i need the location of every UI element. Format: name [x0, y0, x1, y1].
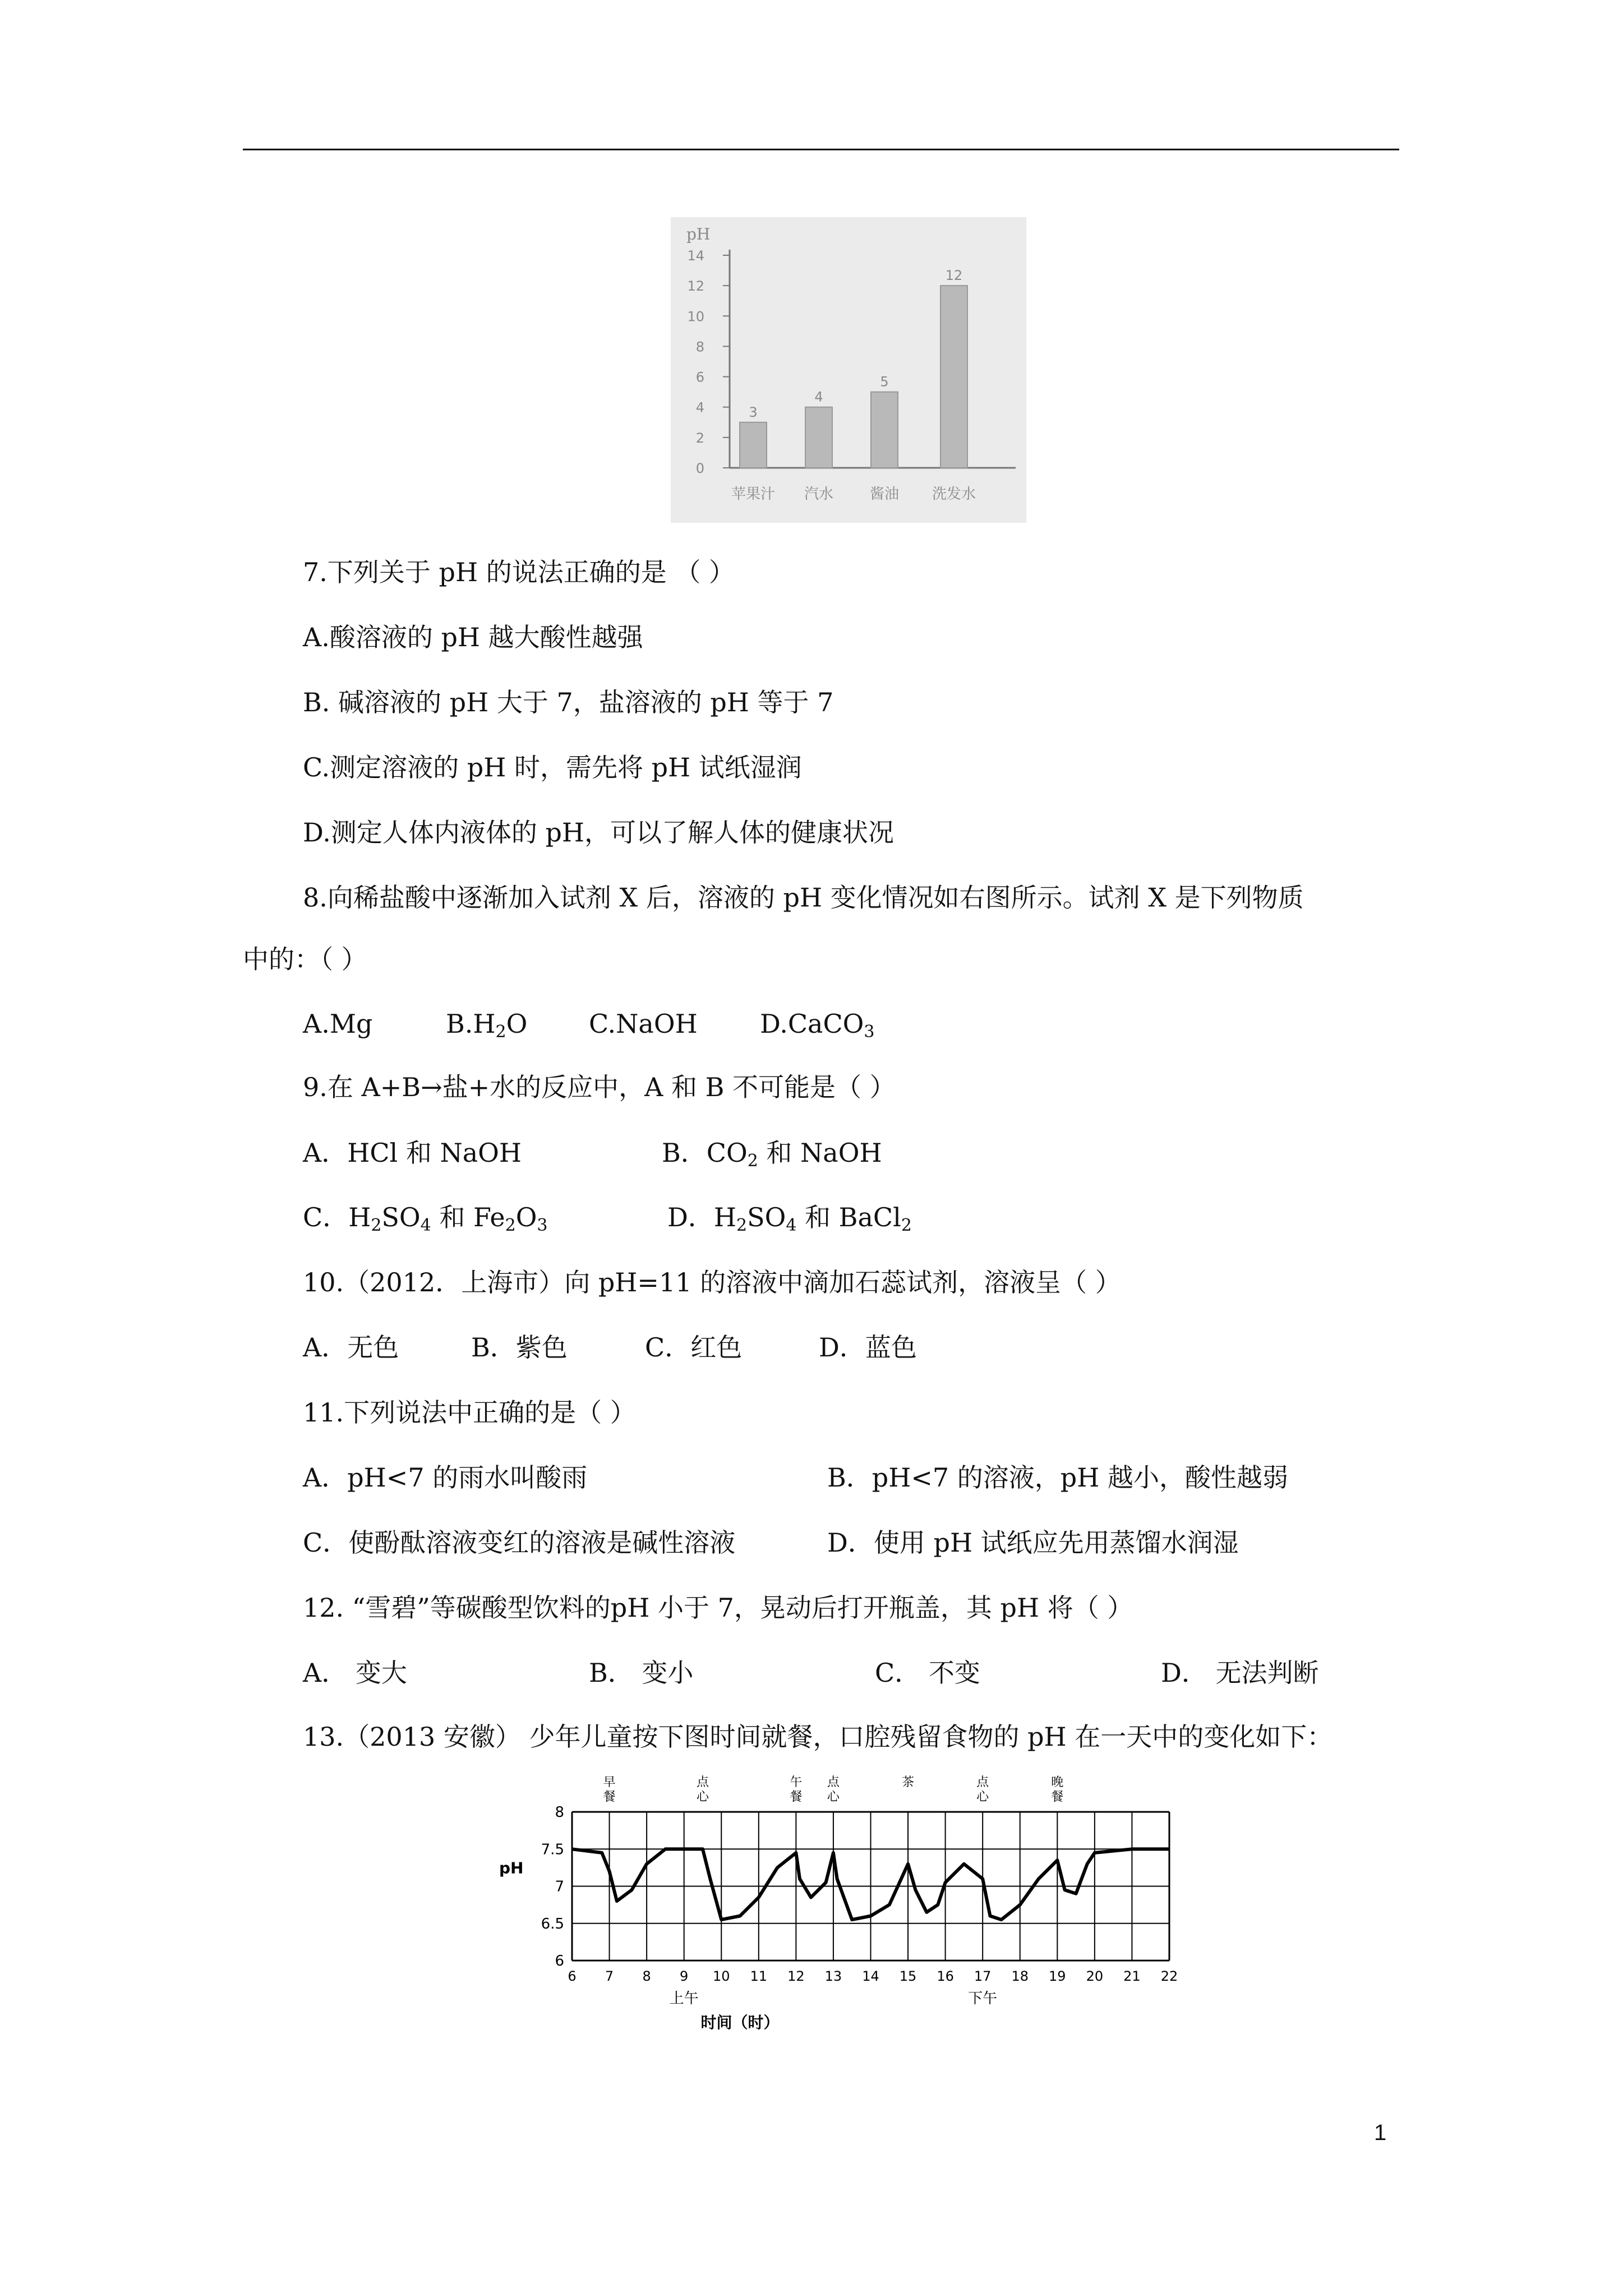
q8-option-c: C.NaOH — [589, 1009, 698, 1039]
y-tick-label: 6 — [555, 1953, 564, 1970]
bar-value-label: 5 — [880, 374, 889, 390]
q12-option-b: B． 变小 — [589, 1658, 694, 1688]
y-tick-label: 6 — [695, 369, 704, 385]
period-label: 下午 — [968, 1990, 998, 2007]
q7-option-d: D.测定人体内液体的 pH，可以了解人体的健康状况 — [303, 817, 895, 848]
y-tick-label: 8 — [555, 1804, 564, 1821]
x-tick-label: 13 — [824, 1968, 842, 1984]
period-label: 上午 — [669, 1990, 699, 2007]
q7-option-b: B. 碱溶液的 pH 大于 7，盐溶液的 pH 等于 7 — [303, 687, 834, 717]
q7-stem: 7.下列关于 pH 的说法正确的是 （ ） — [303, 557, 735, 587]
y-tick-label: 7.5 — [541, 1841, 564, 1858]
x-tick-label: 6 — [568, 1968, 577, 1984]
meal-label: 点 — [696, 1775, 709, 1789]
y-tick-label: 6.5 — [541, 1915, 564, 1932]
q10-stem: 10.（2012．上海市）向 pH=11 的溶液中滴加石蕊试剂，溶液呈（ ） — [303, 1267, 1121, 1297]
x-axis-title: 时间（时） — [700, 2013, 780, 2032]
ph-day-line-chart-svg — [494, 1773, 1200, 2053]
x-tick-label: 17 — [974, 1968, 992, 1984]
category-label: 苹果汁 — [731, 486, 776, 503]
y-tick-label: 2 — [695, 430, 704, 446]
meal-label: 餐 — [603, 1790, 616, 1804]
ph-bar-chart-svg — [671, 217, 1026, 523]
q11-option-b: B．pH<7 的溶液，pH 越小，酸性越弱 — [827, 1462, 1288, 1493]
y-axis-title: pH — [686, 225, 711, 243]
x-tick-label: 19 — [1049, 1968, 1066, 1984]
y-tick-label: 12 — [687, 278, 704, 295]
meal-label: 茶 — [902, 1775, 915, 1789]
q10-option-d: D．蓝色 — [819, 1332, 917, 1363]
q8-option-b: $B.H_2O$ — [446, 1009, 528, 1042]
q11-stem: 11.下列说法中正确的是（ ） — [303, 1397, 636, 1428]
q8-stem-line1: 8.向稀盐酸中逐渐加入试剂 X 后，溶液的 pH 变化情况如右图所示。试剂 X 是下列物质 — [303, 882, 1304, 913]
x-tick-label: 18 — [1011, 1968, 1029, 1984]
q9-stem: 9.在 A+B→盐+水的反应中，A 和 B 不可能是（ ） — [303, 1072, 896, 1102]
category-label: 洗发水 — [932, 486, 976, 503]
category-label: 汽水 — [804, 486, 834, 503]
bar-value-label: 4 — [814, 389, 823, 405]
bar-苹果汁 — [740, 422, 767, 468]
meal-label: 早 — [603, 1775, 616, 1789]
x-tick-label: 12 — [787, 1968, 805, 1984]
meal-label: 晚 — [1051, 1775, 1064, 1789]
x-tick-label: 14 — [862, 1968, 879, 1984]
x-tick-label: 11 — [750, 1968, 768, 1984]
header-rule — [243, 149, 1399, 150]
meal-label: 心 — [827, 1790, 840, 1804]
q12-stem: 12. “雪碧”等碳酸型饮料的pH 小于 7，晃动后打开瓶盖，其 pH 将（ ） — [303, 1593, 1133, 1623]
x-tick-label: 10 — [712, 1968, 730, 1984]
ph-day-line-chart — [494, 1773, 1200, 2053]
q9-option-c: C．$H_2SO_4$ 和 $Fe_2O_3$ — [303, 1202, 548, 1235]
q11-option-d: D．使用 pH 试纸应先用蒸馏水润湿 — [827, 1527, 1239, 1558]
x-tick-label: 16 — [937, 1968, 954, 1984]
bar-洗发水 — [940, 286, 967, 468]
y-tick-label: 0 — [695, 461, 704, 476]
q10-option-c: C．红色 — [645, 1332, 743, 1363]
q9-option-a: A．HCl 和 NaOH — [303, 1138, 522, 1168]
q8-stem-line2: 中的：（ ） — [243, 944, 367, 974]
x-tick-label: 15 — [899, 1968, 917, 1984]
page-number: 1 — [1374, 2120, 1387, 2145]
meal-label: 餐 — [1051, 1790, 1064, 1804]
q8-option-d: D.CaCO$_3$ — [760, 1009, 875, 1042]
q9-option-d: D．$H_2SO_4$ 和 BaCl$_2$ — [667, 1202, 912, 1235]
y-axis-title: pH — [499, 1858, 524, 1878]
meal-label: 点 — [976, 1775, 989, 1789]
x-tick-label: 22 — [1160, 1968, 1178, 1984]
x-tick-label: 9 — [680, 1968, 689, 1984]
meal-label: 午 — [790, 1775, 803, 1789]
meal-label: 点 — [827, 1775, 840, 1789]
y-tick-label: 8 — [695, 339, 704, 355]
x-tick-label: 21 — [1123, 1968, 1141, 1984]
x-tick-label: 20 — [1086, 1968, 1104, 1984]
q9-option-b: B．$CO_2$ 和 NaOH — [662, 1138, 882, 1171]
q12-option-c: C． 不变 — [875, 1658, 980, 1688]
bar-value-label: 3 — [749, 404, 758, 420]
q11-option-a: A．pH<7 的雨水叫酸雨 — [303, 1462, 588, 1493]
q7-option-c: C.测定溶液的 pH 时，需先将 pH 试纸湿润 — [303, 752, 802, 783]
meal-label: 心 — [696, 1790, 709, 1804]
meal-label: 心 — [976, 1790, 989, 1804]
ph-bar-chart — [671, 217, 1026, 523]
x-tick-label: 7 — [605, 1968, 614, 1984]
y-tick-label: 4 — [695, 399, 704, 416]
y-tick-label: 14 — [687, 248, 704, 264]
q12-option-d: D． 无法判断 — [1161, 1658, 1319, 1688]
bar-value-label: 12 — [945, 268, 963, 284]
y-tick-label: 7 — [555, 1878, 564, 1895]
q10-option-a: A．无色 — [303, 1332, 399, 1363]
category-label: 酱油 — [869, 486, 900, 503]
meal-label: 餐 — [790, 1790, 803, 1804]
bar-酱油 — [871, 392, 898, 468]
q11-option-c: C．使酚酞溶液变红的溶液是碱性溶液 — [303, 1527, 736, 1558]
q13-stem: 13.（2013 安徽） 少年儿童按下图时间就餐，口腔残留食物的 pH 在一天中的变化如下： — [303, 1722, 1333, 1752]
x-tick-label: 8 — [642, 1968, 651, 1984]
y-tick-label: 10 — [687, 309, 704, 325]
q10-option-b: B．紫色 — [471, 1332, 568, 1363]
q12-option-a: A． 变大 — [303, 1658, 407, 1688]
q8-option-a: A.Mg — [303, 1009, 373, 1039]
q7-option-a: A.酸溶液的 pH 越大酸性越强 — [303, 622, 643, 652]
bar-汽水 — [805, 407, 832, 468]
